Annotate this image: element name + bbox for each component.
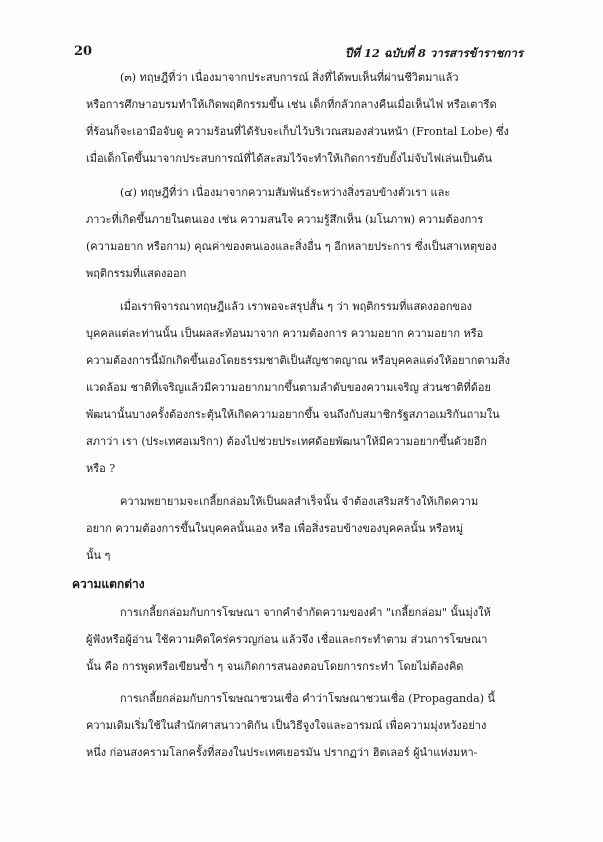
text-line: หรือ ? bbox=[86, 462, 116, 475]
text-line: นั้น คือ การพูดหรือเขียนซ้ำ ๆ จนเกิดการสนองตอบโดยการกระทำ โดยไม่ต้องคิด bbox=[86, 660, 464, 673]
running-header: ปีที่ 12 ฉบับที่ 8 วารสารข้าราชการ bbox=[344, 46, 523, 60]
text-line: หนึ่ง ก่อนสงครามโลกครั้งที่สองในประเทศเยอรมัน ปรากฏว่า ฮิตเลอร์ ผู้นำแห่งมหา- bbox=[86, 746, 478, 759]
text-line: ความต้องการนี้มักเกิดขึ้นเองโดยธรรมชาติเป็นสัญชาตญาณ หรือบุคคลแต่งให้อยากตามสิ่ง bbox=[86, 354, 511, 367]
text-line: เมื่อเด็กโตขึ้นมาจากประสบการณ์ที่ได้สะสมไว้จะทำให้เกิดการยับยั้งไม่จับไฟเล่นเป็นต้น bbox=[86, 152, 493, 165]
text-line: นั้น ๆ bbox=[86, 549, 111, 562]
text-line: ผู้ฟังหรือผู้อ่าน ใช้ความคิดใคร่ครวญก่อน แล้วจึง เชื่อและกระทำตาม ส่วนการโฆษณา bbox=[86, 633, 488, 646]
text-line: (ความอยาก หรือกาม) คุณค่าของตนเองและสิ่งอื่น ๆ อีกหลายประการ ซึ่งเป็นสาเหตุของ bbox=[86, 240, 497, 253]
page-number: 20 bbox=[74, 44, 93, 59]
text-line: บุคคลแต่ละท่านนั้น เป็นผลสะท้อนมาจาก ความต้องการ ความอยาก ความอยาก หรือ bbox=[86, 327, 484, 340]
text-line: ภาวะที่เกิดขึ้นภายในตนเอง เช่น ความสนใจ ความรู้สึกเห็น (มโนภาพ) ความต้องการ bbox=[86, 213, 484, 226]
text-line: แวดล้อม ชาติที่เจริญแล้วมีความอยากมากขึ้นตามลำดับของความเจริญ ส่วนชาติที่ด้อย bbox=[86, 381, 491, 394]
text-line: (๔) ทฤษฎีที่ว่า เนื่องมาจากความสัมพันธ์ระหว่างสิ่งรอบข้างตัวเรา และ bbox=[120, 186, 451, 199]
text-line: พัฒนานั้นบางครั้งต้องกระตุ้นให้เกิดความอยากขึ้น จนถึงกับสมาชิกรัฐสภาอเมริกันถามใน bbox=[86, 408, 500, 421]
text-line: สภาว่า เรา (ประเทศอเมริกา) ต้องไปช่วยประเทศด้อยพัฒนาให้มีความอยากขึ้นด้วยอีก bbox=[86, 435, 487, 448]
text-line: การเกลี้ยกล่อมกับการโฆษณา จากคำจำกัดความของคำ "เกลี้ยกล่อม" นั้นมุ่งให้ bbox=[120, 606, 491, 619]
section-heading: ความแตกต่าง bbox=[72, 577, 145, 591]
text-line: (๓) ทฤษฎีที่ว่า เนื่องมาจากประสบการณ์ สิ่งที่ได้พบเห็นที่ผ่านชีวิตมาแล้ว bbox=[120, 71, 459, 84]
text-line: เมื่อเราพิจารณาทฤษฎีแล้ว เราพอจะสรุปสั้น ๆ ว่า พฤติกรรมที่แสดงออกของ bbox=[120, 300, 473, 313]
text-line: อยาก ความต้องการขึ้นในบุคคลนั้นเอง หรือ เพื่อสิ่งรอบข้างของบุคคลนั้น หรือหมู่ bbox=[86, 522, 464, 535]
text-line: พฤติกรรมที่แสดงออก bbox=[86, 267, 187, 280]
text-line: ที่ร้อนก็จะเอามือจับดู ความร้อนที่ได้รับจะเก็บไว้บริเวณสมองส่วนหน้า (Frontal Lobe) ซึ่ง bbox=[86, 125, 509, 138]
text-line: ความเดิมเริ่มใช้ในสำนักศาสนาวาติกัน เป็นวิธีจูงใจและอารมณ์ เพื่อความมุ่งหวังอย่าง bbox=[86, 719, 487, 732]
text-line: การเกลี้ยกล่อมกับการโฆษณาชวนเชื่อ คำว่าโฆษณาชวนเชื่อ (Propaganda) นี้ bbox=[120, 692, 496, 705]
text-line: หรือการศึกษาอบรมทำให้เกิดพฤติกรรมขึ้น เช่น เด็กที่กลัวกลางคืนเมื่อเห็นไฟ หรือเตารีด bbox=[86, 98, 497, 111]
text-line: ความพยายามจะเกลี้ยกล่อมให้เป็นผลสำเร็จนั้น จำต้องเสริมสร้างให้เกิดความ bbox=[120, 495, 479, 508]
